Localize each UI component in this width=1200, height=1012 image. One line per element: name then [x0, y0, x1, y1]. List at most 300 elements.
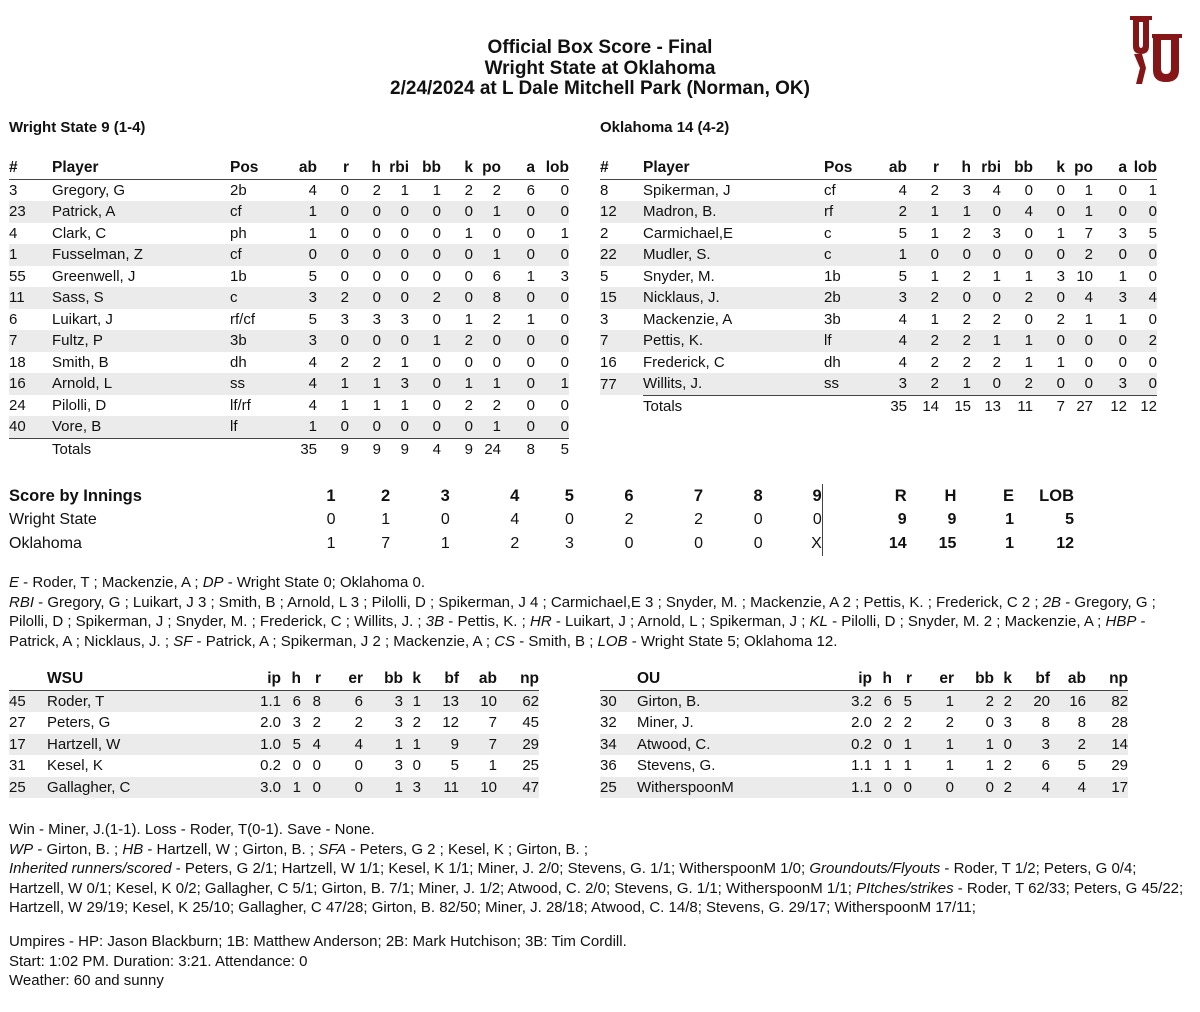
inning-score: 0 — [440, 511, 450, 528]
stat-cell: 8 — [600, 181, 609, 199]
stat-cell: 1 — [1024, 267, 1033, 285]
stat-cell: 2 — [883, 714, 892, 732]
stat-cell: 3 — [372, 310, 381, 328]
stat-cell: 1 — [907, 201, 939, 223]
stat-cell: 0 — [994, 734, 1012, 756]
stat-cell: 0 — [560, 310, 569, 328]
stat-cell: 1 — [912, 690, 954, 712]
column-header: bb — [954, 668, 994, 690]
column-header: Pos — [824, 157, 874, 179]
stat-cell: 3.2 — [804, 690, 872, 712]
stat-cell: 2 — [492, 181, 501, 199]
stat-cell: 1 — [526, 267, 535, 285]
player-row — [9, 266, 569, 288]
stat-cell: 6 — [9, 310, 18, 328]
stat-cell: Spikerman, J — [643, 181, 731, 199]
totals-cell: Totals — [643, 395, 824, 417]
stat-cell: 4 — [898, 310, 907, 328]
stat-cell: 82 — [1086, 690, 1128, 712]
stat-cell: 0 — [317, 416, 349, 438]
stat-cell: 6 — [492, 267, 501, 285]
stat-cell: 0 — [1024, 310, 1033, 328]
stat-cell: 10 — [1076, 267, 1093, 285]
column-header: bf — [1012, 668, 1050, 690]
stat-cell: Gregory, G — [52, 181, 126, 199]
totals-cell: 12 — [1093, 395, 1127, 417]
stat-cell: 1 — [1118, 267, 1127, 285]
stat-cell: 0 — [535, 330, 569, 352]
column-header — [600, 668, 637, 690]
game-notes — [9, 573, 1189, 651]
stat-cell: 1 — [971, 330, 1001, 352]
inning-score: 0 — [326, 511, 336, 528]
stat-cell: 0 — [872, 734, 892, 756]
stat-cell: 0 — [535, 416, 569, 438]
innings-team-name: Wright State — [9, 511, 97, 528]
stat-cell: Stevens, G. — [637, 757, 716, 775]
stat-cell: 16 — [1050, 690, 1086, 712]
player-row — [600, 266, 1157, 288]
stat-cell: 0 — [1056, 181, 1065, 199]
stat-cell: 2 — [962, 353, 971, 371]
stat-cell: Carmichael,E — [643, 224, 734, 242]
totals-cell: 12 — [1127, 395, 1157, 417]
pitcher-row — [600, 712, 1128, 734]
stat-cell: 1.1 — [219, 690, 281, 712]
stat-cell: Pettis, K. — [643, 330, 824, 352]
stat-cell: Smith, B — [52, 353, 109, 371]
stat-cell: 28 — [1111, 714, 1128, 732]
stat-cell: 3 — [1003, 714, 1012, 732]
stat-cell: 1 — [903, 757, 912, 775]
stat-cell: 0 — [526, 396, 535, 414]
stat-cell: 2 — [907, 373, 939, 395]
stat-cell: 0 — [1127, 373, 1157, 395]
stat-cell: 0 — [317, 244, 349, 266]
pitching-decisions: Win - Miner, J.(1-1). Loss - Roder, T(0-1). Save - None. — [9, 821, 375, 838]
stat-cell: 0 — [312, 757, 321, 775]
pitcher-row — [9, 712, 539, 734]
stat-cell: 0 — [301, 777, 321, 799]
player-row — [9, 201, 569, 223]
stat-cell: 0 — [381, 244, 409, 266]
player-row — [600, 309, 1157, 331]
stat-cell: 1 — [363, 777, 403, 799]
summary-score: 15 — [938, 535, 957, 552]
column-header: a — [1093, 157, 1127, 179]
inning-score: 0 — [565, 511, 574, 528]
stat-cell: 0 — [892, 777, 912, 799]
stat-cell: 1 — [441, 373, 473, 395]
innings-team-name: Oklahoma — [9, 535, 82, 552]
pitcher-row — [600, 777, 1128, 799]
stat-cell: 1.1 — [804, 777, 872, 799]
stat-cell: 1 — [526, 310, 535, 328]
stat-cell: 2 — [962, 267, 971, 285]
stat-cell: 0 — [1001, 244, 1033, 266]
stat-cell: 6 — [1041, 757, 1050, 775]
stat-cell: 0 — [317, 330, 349, 352]
column-header: ip — [219, 668, 281, 690]
stat-cell: 4 — [282, 373, 317, 395]
stat-cell: 17 — [9, 734, 47, 756]
inning-header: 5 — [564, 486, 574, 505]
stat-cell: 1 — [473, 244, 501, 266]
summary-header: LOB — [1039, 486, 1074, 505]
stat-cell: 3b — [230, 330, 282, 352]
stat-cell: 7 — [9, 330, 52, 352]
away-pitching-table — [9, 668, 539, 798]
column-header: # — [600, 157, 643, 179]
summary-score: 12 — [1056, 535, 1074, 552]
errors-dp-line: E - Roder, T ; Mackenzie, A ; DP - Wright State 0; Oklahoma 0. — [9, 574, 426, 591]
stat-cell: 0 — [381, 201, 409, 223]
column-header: r — [892, 668, 912, 690]
totals-row — [9, 438, 569, 460]
stat-cell: 45 — [9, 690, 47, 712]
stat-cell: 0 — [971, 201, 1001, 223]
stat-cell: 3 — [962, 181, 971, 199]
stat-cell: 8 — [1077, 714, 1086, 732]
stat-cell: cf — [230, 201, 282, 223]
stat-cell: 0 — [349, 416, 381, 438]
stat-cell: 1 — [473, 373, 501, 395]
stat-cell: 1 — [281, 777, 301, 799]
column-header: po — [473, 157, 501, 179]
stat-cell: 27 — [9, 714, 26, 732]
stat-cell: 0 — [1033, 373, 1065, 395]
stat-cell: 3 — [1118, 224, 1127, 242]
stat-cell: 22 — [600, 244, 643, 266]
player-row — [9, 244, 569, 266]
stat-cell: 5 — [281, 734, 301, 756]
pitcher-row — [9, 777, 539, 799]
stat-cell: 0 — [441, 244, 473, 266]
stat-cell: 3 — [560, 267, 569, 285]
totals-cell: 11 — [1001, 395, 1033, 417]
stat-cell: 18 — [9, 353, 26, 371]
column-header: k — [441, 157, 473, 179]
stat-cell: 0 — [501, 330, 535, 352]
stat-cell: 2 — [874, 201, 907, 223]
stat-cell: 7 — [600, 330, 643, 352]
stat-cell: 2 — [994, 777, 1012, 799]
stat-cell: 5 — [308, 267, 317, 285]
stat-cell: 24 — [9, 396, 26, 414]
stat-cell: 0 — [409, 416, 441, 438]
stat-cell: Fusselman, Z — [52, 244, 230, 266]
summary-score: 9 — [822, 508, 906, 532]
inning-header: 3 — [440, 486, 450, 505]
pitching-detail-notes: Inherited runners/scored - Peters, G 2/1; Hartzell, W 1/1; Kesel, K 1/1; Miner, J. 2/0; Stevens, G. 1/1; WitherspoonM 1/0; Groundouts/Flyouts - Roder, T 1/2; Peters, G 0/4; Hartzell, W 0/1; Kesel, K 0/2; Gallagher, C 5/1; Girton, B. 7/1; Miner, J. 1/2; Atwood, C. 2/0; Stevens, G. 1/1; WitherspoonM 1/1; PItches/strikes - Roder, T 62/33; Peters, G 45/22; Hartzell, W 29/19; Kesel, K 25/10; Gallagher, C 47/28; Girton, B. 82/50; Miner, J. 28/18; Atwood, C. 14/8; Stevens, G. 29/17; WitherspoonM 17/11; — [9, 860, 1184, 916]
column-header: bb — [1001, 157, 1033, 179]
stat-cell: 0 — [1148, 353, 1157, 371]
column-header: ip — [804, 668, 872, 690]
stat-cell: 14 — [1086, 734, 1128, 756]
stat-cell: Clark, C — [52, 224, 107, 242]
stat-cell: Fultz, P — [52, 330, 230, 352]
stat-cell: Sass, S — [52, 287, 230, 309]
stat-cell: dh — [230, 353, 247, 371]
inning-score: 2 — [510, 535, 520, 552]
stat-cell: 2 — [930, 181, 939, 199]
score-by-innings-header — [9, 484, 1074, 508]
pitcher-row — [600, 755, 1128, 777]
stat-cell: 3 — [403, 777, 421, 799]
stat-cell: 1.0 — [219, 734, 281, 756]
stat-cell: 0 — [292, 757, 301, 775]
stat-cell: 3 — [1093, 287, 1127, 309]
column-header: np — [1086, 668, 1128, 690]
stat-cell: 62 — [497, 690, 539, 712]
stat-cell: 7 — [488, 714, 497, 732]
stat-cell: 2 — [317, 287, 349, 309]
stat-cell: 0 — [1084, 353, 1093, 371]
stat-cell: 0 — [1093, 201, 1127, 223]
stat-cell: 0 — [432, 267, 441, 285]
stat-cell: 10 — [459, 777, 497, 799]
stat-cell: 0 — [939, 244, 971, 266]
column-header: a — [501, 157, 535, 179]
stat-cell: 0 — [473, 330, 501, 352]
stat-cell: 32 — [600, 714, 617, 732]
stat-cell: Mackenzie, A — [643, 310, 733, 328]
stat-cell: 0 — [1065, 373, 1093, 395]
stat-cell: 4 — [898, 353, 907, 371]
player-row — [600, 223, 1157, 245]
stat-cell: 77 — [600, 373, 643, 395]
stat-cell: 0 — [501, 244, 535, 266]
stat-cell: 2 — [340, 353, 349, 371]
inning-score: X — [811, 535, 822, 552]
stat-cell: Kesel, K — [47, 757, 103, 775]
summary-score: 9 — [947, 511, 957, 528]
stat-cell: 0 — [971, 287, 1001, 309]
stat-cell: 4 — [1065, 287, 1093, 309]
stat-cell: 2 — [492, 396, 501, 414]
pitcher-row — [600, 734, 1128, 756]
stat-cell: 0 — [400, 267, 409, 285]
column-header: Player — [643, 157, 824, 179]
stat-cell: 29 — [497, 734, 539, 756]
ou-logo-icon — [1126, 10, 1186, 86]
ou-logo — [1126, 10, 1186, 86]
column-header: h — [349, 157, 381, 179]
stat-cell: 1 — [317, 373, 349, 395]
stat-cell: 0 — [1093, 330, 1127, 352]
stat-cell: 0 — [1065, 330, 1093, 352]
player-row — [600, 330, 1157, 352]
stat-cell: 0 — [535, 244, 569, 266]
stat-cell: 3 — [9, 181, 18, 199]
stat-cell: 2 — [372, 181, 381, 199]
stat-cell: 36 — [600, 757, 617, 775]
stat-cell: 13 — [421, 690, 459, 712]
stat-cell: 0 — [492, 353, 501, 371]
totals-cell: 24 — [473, 438, 501, 460]
player-row — [9, 395, 569, 417]
stat-cell: 15 — [600, 287, 643, 309]
stat-cell: 0 — [1118, 181, 1127, 199]
stat-cell: 4 — [308, 396, 317, 414]
stat-cell: 3 — [363, 690, 403, 712]
stat-cell: 12 — [442, 714, 459, 732]
stat-cell: 0 — [464, 353, 473, 371]
stat-cell: 0 — [1127, 201, 1157, 223]
stat-cell: Willits, J. — [643, 373, 824, 395]
stat-cell: 1 — [349, 373, 381, 395]
stat-cell: 2 — [441, 330, 473, 352]
player-row — [9, 416, 569, 438]
stat-cell: 3 — [992, 224, 1001, 242]
stat-cell: 2 — [1050, 734, 1086, 756]
stat-cell: 3 — [282, 330, 317, 352]
stat-cell: 2 — [464, 181, 473, 199]
totals-cell: 8 — [501, 438, 535, 460]
player-row — [9, 179, 569, 201]
stat-cell: 0 — [501, 416, 535, 438]
stat-cell: lf — [230, 416, 282, 438]
score-by-innings-table — [9, 484, 1074, 556]
summary-header: R — [822, 484, 906, 508]
stat-cell: 5 — [898, 224, 907, 242]
stat-cell: 0 — [432, 396, 441, 414]
stat-cell: 31 — [9, 757, 26, 775]
box-score-header — [0, 38, 1200, 100]
inning-score: 0 — [753, 535, 763, 552]
stat-cell: 1 — [464, 224, 473, 242]
stat-cell: 0 — [501, 287, 535, 309]
stat-cell: 1 — [992, 267, 1001, 285]
player-row — [600, 352, 1157, 374]
stat-cell: 1 — [282, 201, 317, 223]
stat-cell: 4 — [1012, 777, 1050, 799]
stat-cell: 0 — [560, 181, 569, 199]
stat-cell: 0.2 — [260, 757, 281, 775]
stat-cell: 12 — [600, 201, 643, 223]
stat-cell: 2 — [1127, 330, 1157, 352]
stat-cell: 3 — [400, 310, 409, 328]
stat-cell: 0 — [560, 353, 569, 371]
stat-cell: 0 — [1024, 181, 1033, 199]
player-row — [600, 244, 1157, 266]
stat-cell: 1 — [1056, 353, 1065, 371]
stat-cell: 2.0 — [851, 714, 872, 732]
stat-cell: 2 — [600, 224, 609, 242]
header-matchup: Wright State at Oklahoma — [484, 57, 716, 79]
stat-cell: Madron, B. — [643, 201, 824, 223]
inning-score: 3 — [565, 535, 574, 552]
stat-cell: 2 — [372, 353, 381, 371]
totals-cell — [600, 395, 643, 417]
stat-cell: 3 — [874, 373, 907, 395]
totals-cell: 9 — [317, 438, 349, 460]
player-row — [600, 373, 1157, 395]
stat-cell: 1 — [282, 416, 317, 438]
stat-cell: 3 — [292, 714, 301, 732]
stat-cell: 30 — [600, 690, 637, 712]
stat-cell: 3 — [340, 310, 349, 328]
pitcher-row — [9, 690, 539, 712]
stat-cell: Snyder, M. — [643, 267, 715, 285]
stat-cell: 1 — [1084, 310, 1093, 328]
stat-cell: ph — [230, 224, 247, 242]
stat-cell: 0 — [971, 373, 1001, 395]
stat-cell: 0 — [971, 244, 1001, 266]
stat-cell: 16 — [600, 353, 617, 371]
stat-cell: 20 — [1012, 690, 1050, 712]
stat-cell: 0 — [409, 201, 441, 223]
stat-cell: 5 — [1148, 224, 1157, 242]
stat-cell: Mudler, S. — [643, 244, 824, 266]
stat-cell: 1 — [985, 757, 994, 775]
stat-cell: 2 — [945, 714, 954, 732]
totals-cell — [9, 438, 52, 460]
stat-cell: 45 — [522, 714, 539, 732]
stat-cell: 2 — [992, 310, 1001, 328]
stat-cell: 4 — [1001, 201, 1033, 223]
stat-cell: rf/cf — [230, 310, 255, 328]
home-pitching-table — [600, 668, 1128, 798]
header-title: Official Box Score - Final — [487, 37, 713, 58]
stat-cell: 29 — [1111, 757, 1128, 775]
stat-cell: 2 — [962, 310, 971, 328]
totals-row — [600, 395, 1157, 417]
stat-cell: 1 — [1118, 310, 1127, 328]
stat-cell: 0 — [372, 224, 381, 242]
column-header: er — [321, 668, 363, 690]
stat-cell: 1 — [372, 396, 381, 414]
inning-header: 9 — [812, 486, 822, 505]
totals-cell: 14 — [907, 395, 939, 417]
stat-cell: c — [824, 244, 874, 266]
column-header: ab — [1050, 668, 1086, 690]
totals-cell — [824, 395, 874, 417]
stat-cell: 0 — [526, 224, 535, 242]
stat-cell: rf — [824, 201, 874, 223]
batting-stats-notes: RBI - Gregory, G ; Luikart, J 3 ; Smith, B ; Arnold, L 3 ; Pilolli, D ; Spikerman, J 4 ; Carmichael,E 3 ; Snyder, M. ; Mackenzie, A 2 ; Pettis, K. ; Frederick, C 2 ; 2B - Gregory, G ; Pilolli, D ; Spikerman, J ; Snyder, M. ; Frederick, C ; Willits, J. ; 3B - Pettis, K. ; HR - Luikart, J ; Arnold, L ; Spikerman, J ; KL - Pilolli, D ; Snyder, M. 2 ; Mackenzie, A ; HBP - Patrick, A ; Nicklaus, J. ; SF - Patrick, A ; Spikerman, J 2 ; Mackenzie, A ; CS - Smith, B ; LOB - Wright State 5; Oklahoma 12. — [9, 593, 1156, 650]
totals-cell: 15 — [939, 395, 971, 417]
stat-cell: 7 — [459, 734, 497, 756]
stat-cell: dh — [824, 353, 841, 371]
stat-cell: 3 — [394, 714, 403, 732]
stat-cell: Vore, B — [52, 416, 230, 438]
stat-cell: 1.1 — [851, 757, 872, 775]
stat-cell: 1 — [308, 224, 317, 242]
stat-cell: 25 — [522, 757, 539, 775]
stat-cell: 0 — [907, 244, 939, 266]
stat-cell: Luikart, J — [52, 310, 113, 328]
stat-cell: 1 — [400, 181, 409, 199]
stat-cell: 2 — [1001, 287, 1033, 309]
stat-cell: cf — [230, 244, 282, 266]
stat-cell: 0 — [535, 287, 569, 309]
stat-cell: 5 — [308, 310, 317, 328]
stat-cell: 0 — [400, 224, 409, 242]
column-header: r — [301, 668, 321, 690]
stat-cell: 1 — [930, 267, 939, 285]
stat-cell: 3 — [1056, 267, 1065, 285]
pitching-team-label: OU — [637, 668, 804, 690]
inning-score: 2 — [694, 511, 704, 528]
stat-cell: 5 — [898, 267, 907, 285]
stat-cell: 3 — [282, 287, 317, 309]
innings-row — [9, 532, 1074, 556]
stat-cell: 2 — [1065, 244, 1093, 266]
player-row — [9, 330, 569, 352]
stat-cell: 1 — [1056, 224, 1065, 242]
inning-score: 0 — [753, 511, 763, 528]
